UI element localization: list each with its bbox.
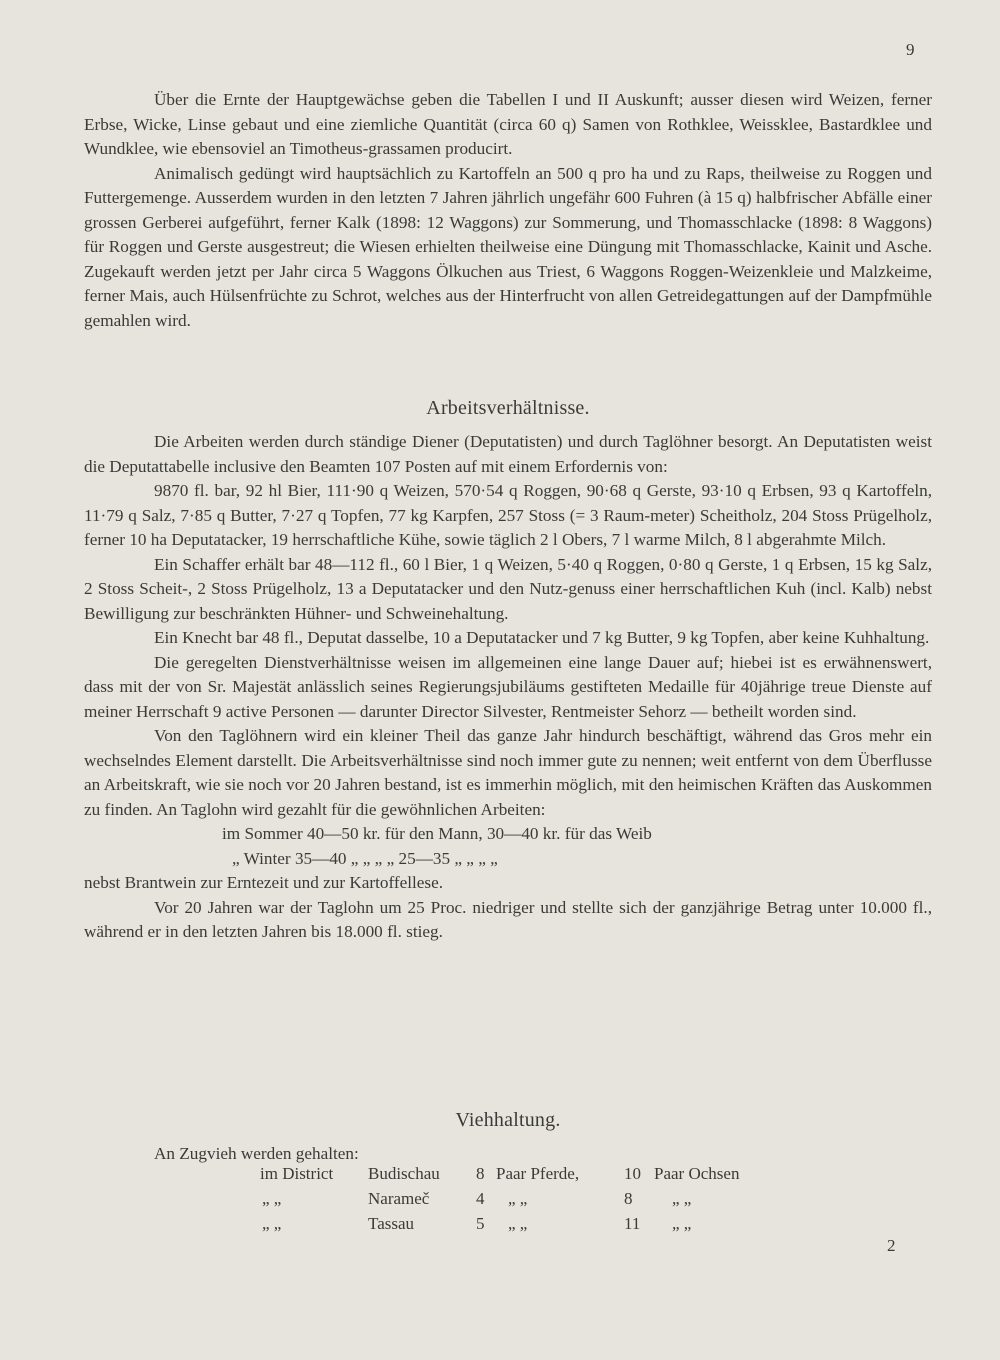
table-cell: „ „ — [508, 1189, 528, 1208]
table-cell: 8 — [624, 1189, 633, 1208]
body-text-arbeit — [84, 430, 932, 945]
table-cell: 11 — [624, 1214, 641, 1233]
paragraph: Die Arbeiten werden durch ständige Diener (Deputatisten) und durch Taglöhner besorgt. An Deputatisten weist die Deputattabelle inclusive den Beamten 107 Posten auf mit einem Erfordernis von: — [84, 432, 932, 476]
table-cell: 5 — [476, 1214, 485, 1233]
body-text-intro — [84, 88, 932, 333]
table-cell: Budischau — [368, 1164, 440, 1183]
table-cell: Paar Ochsen — [654, 1164, 740, 1183]
paragraph: 9870 fl. bar, 92 hl Bier, 111·90 q Weizen, 570·54 q Roggen, 90·68 q Gerste, 93·10 q Erbsen, 93 q Kartoffeln, 11·79 q Salz, 7·85 q Butter, 7·27 q Topfen, 77 kg Karpfen, 257 Stoss (= 3 Raum-meter) Scheitholz, 204 Stoss Prügelholz, ferner 10 ha Deputatacker, 19 herrschaftliche Kühe, sowie täglich 2 l Obers, 7 l warme Milch, 8 l abgerahmte Milch. — [84, 481, 932, 549]
table-cell: 8 — [476, 1164, 485, 1183]
paragraph: Ein Knecht bar 48 fl., Deputat dasselbe, 10 a Deputatacker und 7 kg Butter, 9 kg Topfen, aber keine Kuhhaltung. — [154, 628, 930, 647]
vieh-intro — [84, 1142, 932, 1167]
table-cell: Narameč — [368, 1189, 430, 1208]
paragraph: Über die Ernte der Hauptgewächse geben die Tabellen I und II Auskunft; ausser diesen wird Weizen, ferner Erbse, Wicke, Linse gebaut und eine ziemliche Quantität (circa 60 q) Samen von Rothklee, Weissklee, Bastardklee und Wundklee, wie ebensoviel an Timotheus-grassamen producirt. — [84, 90, 932, 158]
table-cell: „ „ — [262, 1189, 282, 1208]
wage-line: „ Winter 35—40 „ „ „ „ 25—35 „ „ „ „ — [232, 848, 498, 868]
table-cell: im District — [260, 1164, 334, 1183]
paragraph: Ein Schaffer erhält bar 48—112 fl., 60 l Bier, 1 q Weizen, 5·40 q Roggen, 0·80 q Gerste, 1 q Erbsen, 15 kg Salz, 2 Stoss Scheit-, 2 Stoss Prügelholz, 13 a Deputatacker und den Nutz-genuss einer herrschaftlichen Kuh (incl. Kalb) nebst Bewilligung zur beschränkten Hühner- und Schweinehaltung. — [84, 554, 932, 623]
table-cell: „ „ — [672, 1214, 692, 1233]
table-cell: 4 — [476, 1189, 485, 1208]
zugvieh-table — [0, 1164, 1000, 1244]
paragraph: Die geregelten Dienstverhältnisse weisen im allgemeinen eine lange Dauer auf; hiebei ist es erwähnenswert, dass mit der von Sr. Majestät anlässlich seines Regierungsjubiläums gestifteten Medaille für 40jährige treue Dienste auf meiner Herrschaft 9 active Personen — darunter Director Silvester, Rentmeister Sehorz — betheilt worden sind. — [84, 652, 932, 721]
section-arbeit — [84, 396, 932, 420]
table-cell: „ „ — [508, 1214, 528, 1233]
section-heading: Viehhaltung. — [455, 1109, 561, 1131]
page-number-bottom: 2 — [887, 1236, 896, 1255]
paragraph: Von den Taglöhnern wird ein kleiner Theil das ganze Jahr hindurch beschäftigt, während das Gros mehr ein wechselndes Element darstellt. Die Arbeitsverhältnisse sind noch immer gute zu nennen; weit entfernt von dem Überflusse an Arbeitskraft, wie sie noch vor 20 Jahren bestand, ist es immerhin möglich, mit den heimischen Kräften das Auskommen zu finden. An Taglohn wird gezahlt für die gewöhnlichen Arbeiten: — [84, 726, 932, 819]
paragraph: Vor 20 Jahren war der Taglohn um 25 Proc. niedriger und stellte sich der ganzjährige Betrag unter 10.000 fl., während er in den letzten Jahren bis 18.000 fl. stieg. — [84, 897, 932, 941]
table-cell: Tassau — [368, 1214, 415, 1233]
table-cell: „ „ — [672, 1189, 692, 1208]
table-cell: „ „ — [262, 1214, 282, 1233]
table-cell: 10 — [624, 1164, 641, 1183]
paragraph: nebst Brantwein zur Erntezeit und zur Kartoffellese. — [84, 873, 444, 892]
paragraph: Animalisch gedüngt wird hauptsächlich zu Kartoffeln an 500 q pro ha und zu Raps, theilweise zu Roggen und Futtergemenge. Ausserdem wurden in den letzten 7 Jahren jährlich ungefähr 600 Fuhren (à 15 q) halbfrischer Abfälle einer grossen Gerberei aufgeführt, ferner Kalk (1898: 12 Waggons) zur Sommerung, und Thomasschlacke (1898: 8 Waggons) für Roggen und Gerste ausgestreut; die Wiesen erhielten theilweise eine Düngung mit Thomasschlacke, Kainit und Asche. Zugekauft werden jetzt per Jahr circa 5 Waggons Ölkuchen aus Triest, 6 Waggons Roggen-Weizenkleie und Malzkeime, ferner Mais, auch Hülsenfrüchte zu Schrot, welches aus der Hinterfrucht von allen Getreidegattungen auf der Dampfmühle gemahlen wird. — [84, 163, 932, 330]
wage-line: im Sommer 40—50 kr. für den Mann, 30—40 kr. für das Weib — [222, 824, 652, 843]
table-cell: Paar Pferde, — [496, 1164, 580, 1183]
page-number-top: 9 — [906, 40, 915, 59]
section-vieh — [84, 1108, 932, 1132]
section-heading: Arbeitsverhältnisse. — [426, 397, 590, 419]
paragraph: An Zugvieh werden gehalten: — [154, 1144, 359, 1163]
